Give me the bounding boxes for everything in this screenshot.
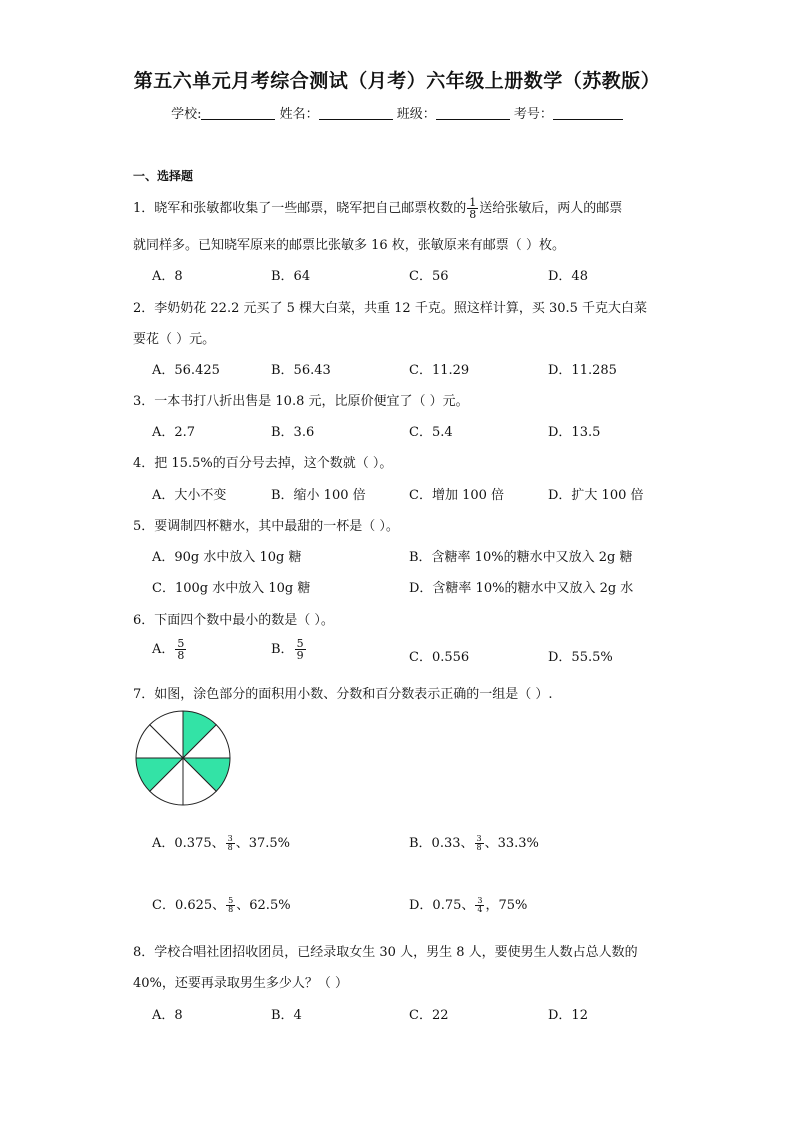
question-5-option-d[interactable]: D．含糖率 10%的糖水中又放入 2g 水 xyxy=(409,581,634,596)
fraction-numerator: 3 xyxy=(477,896,483,905)
fraction-denominator: 8 xyxy=(227,843,233,852)
fraction-denominator: 4 xyxy=(477,905,483,914)
option-b-fraction xyxy=(475,835,484,852)
option-a-label: A． xyxy=(152,642,175,657)
question-8-option-d[interactable]: D．12 xyxy=(548,1008,588,1023)
question-5-option-b[interactable]: B．含糖率 10%的糖水中又放入 2g 糖 xyxy=(409,550,633,565)
option-c-fraction xyxy=(226,897,235,914)
option-b-label: B． xyxy=(271,642,294,657)
question-2-option-b[interactable]: B．56.43 xyxy=(271,363,331,378)
question-6-option-d[interactable]: D．55.5% xyxy=(548,650,613,665)
question-6-option-c[interactable]: C．0.556 xyxy=(409,650,470,665)
fraction-numerator: 1 xyxy=(469,196,477,209)
fraction-denominator: 9 xyxy=(296,649,304,662)
question-4-option-b[interactable]: B．缩小 100 倍 xyxy=(271,488,366,503)
question-5-line-1: 5．要调制四杯糖水，其中最甜的一杯是（ ）。 xyxy=(133,519,399,534)
question-2-line-1: 2．李奶奶花 22.2 元买了 5 棵大白菜，共重 12 千克。照这样计算，买 30.5 千克大白菜 xyxy=(133,301,648,316)
option-c-text-a: C．0.625、 xyxy=(152,898,226,913)
exam-no-label: 考号： xyxy=(513,107,553,122)
question-8-option-c[interactable]: C．22 xyxy=(409,1008,449,1023)
fraction-denominator: 8 xyxy=(177,649,185,662)
class-blank[interactable] xyxy=(436,107,510,120)
class-label: 班级： xyxy=(396,107,436,122)
question-1-option-a[interactable]: A．8 xyxy=(152,269,183,284)
shaded-circle-figure xyxy=(134,709,232,807)
question-4-line-1: 4．把 15.5%的百分号去掉，这个数就（ ）。 xyxy=(133,456,393,471)
fraction-denominator: 8 xyxy=(469,208,477,221)
question-6-option-b[interactable] xyxy=(271,638,307,661)
question-1-line-2: 就同样多。已知晓军原来的邮票比张敏多 16 枚，张敏原来有邮票（ ）枚。 xyxy=(133,238,565,253)
fraction-numerator: 3 xyxy=(227,834,233,843)
option-a-fraction xyxy=(175,638,186,661)
page-title: 第五六单元月考综合测试（月考）六年级上册数学（苏教版） xyxy=(133,70,661,92)
fraction-denominator: 8 xyxy=(476,843,482,852)
option-d-fraction xyxy=(475,897,484,914)
option-a-fraction xyxy=(226,835,235,852)
name-blank[interactable] xyxy=(319,107,393,120)
question-4-option-c[interactable]: C．增加 100 倍 xyxy=(409,488,505,503)
option-b-fraction xyxy=(295,638,306,661)
question-4-option-a[interactable]: A．大小不变 xyxy=(152,488,227,503)
question-5-option-a[interactable]: A．90g 水中放入 10g 糖 xyxy=(152,550,302,565)
question-8-line-1: 8．学校合唱社团招收团员，已经录取女生 30 人，男生 8 人，要使男生人数占总人数的 xyxy=(133,945,638,960)
question-8-option-a[interactable]: A．8 xyxy=(152,1008,183,1023)
question-7-option-c[interactable] xyxy=(152,894,291,914)
question-3-line-1: 3．一本书打八折出售是 10.8 元，比原价便宜了（ ）元。 xyxy=(133,394,469,409)
option-b-text-b: 、33.3% xyxy=(484,836,539,851)
student-info-row xyxy=(0,103,794,122)
option-d-text-a: D．0.75、 xyxy=(409,898,475,913)
section-heading: 一、选择题 xyxy=(133,169,194,183)
school-blank[interactable] xyxy=(201,107,275,120)
fraction-numerator: 5 xyxy=(296,637,304,650)
question-6-option-a[interactable] xyxy=(152,638,187,661)
question-3-option-c[interactable]: C．5.4 xyxy=(409,425,453,440)
question-1-text-a: 1．晓军和张敏都收集了一些邮票，晓军把自己邮票枚数的 xyxy=(133,201,467,216)
question-7-option-b[interactable] xyxy=(409,832,539,852)
question-1-option-d[interactable]: D．48 xyxy=(548,269,588,284)
question-4-option-d[interactable]: D．扩大 100 倍 xyxy=(548,488,644,503)
question-1-line-1 xyxy=(133,197,622,220)
question-1-text-b: 送给张敏后，两人的邮票 xyxy=(479,201,623,216)
option-a-text-a: A．0.375、 xyxy=(152,836,225,851)
question-2-line-2: 要花（ ）元。 xyxy=(133,332,216,347)
question-1-option-c[interactable]: C．56 xyxy=(409,269,449,284)
question-6-line-1: 6．下面四个数中最小的数是（ ）。 xyxy=(133,613,334,628)
question-2-option-c[interactable]: C．11.29 xyxy=(409,363,470,378)
question-1-fraction xyxy=(467,197,478,220)
option-a-text-b: 、37.5% xyxy=(235,836,291,851)
name-label: 姓名： xyxy=(279,107,319,122)
question-7-line-1: 7．如图，涂色部分的面积用小数、分数和百分数表示正确的一组是（ ）. xyxy=(133,687,553,702)
question-7-option-a[interactable] xyxy=(152,832,290,852)
option-d-text-b: ，75% xyxy=(485,898,528,913)
question-2-option-a[interactable]: A．56.425 xyxy=(152,363,220,378)
question-8-option-b[interactable]: B．4 xyxy=(271,1008,302,1023)
question-7-option-d[interactable] xyxy=(409,894,527,914)
fraction-denominator: 8 xyxy=(228,905,234,914)
question-3-option-a[interactable]: A．2.7 xyxy=(152,425,196,440)
question-2-option-d[interactable]: D．11.285 xyxy=(548,363,617,378)
option-c-text-b: 、62.5% xyxy=(236,898,291,913)
fraction-numerator: 3 xyxy=(476,834,482,843)
question-3-option-b[interactable]: B．3.6 xyxy=(271,425,315,440)
school-label: 学校: xyxy=(171,107,202,122)
question-3-option-d[interactable]: D．13.5 xyxy=(548,425,601,440)
fraction-numerator: 5 xyxy=(177,637,185,650)
fraction-numerator: 5 xyxy=(228,896,234,905)
option-b-text-a: B．0.33、 xyxy=(409,836,474,851)
question-5-option-c[interactable]: C．100g 水中放入 10g 糖 xyxy=(152,581,311,596)
question-8-line-2: 40%，还要再录取男生多少人？（ ） xyxy=(133,976,349,991)
question-1-option-b[interactable]: B．64 xyxy=(271,269,311,284)
exam-no-blank[interactable] xyxy=(553,107,623,120)
